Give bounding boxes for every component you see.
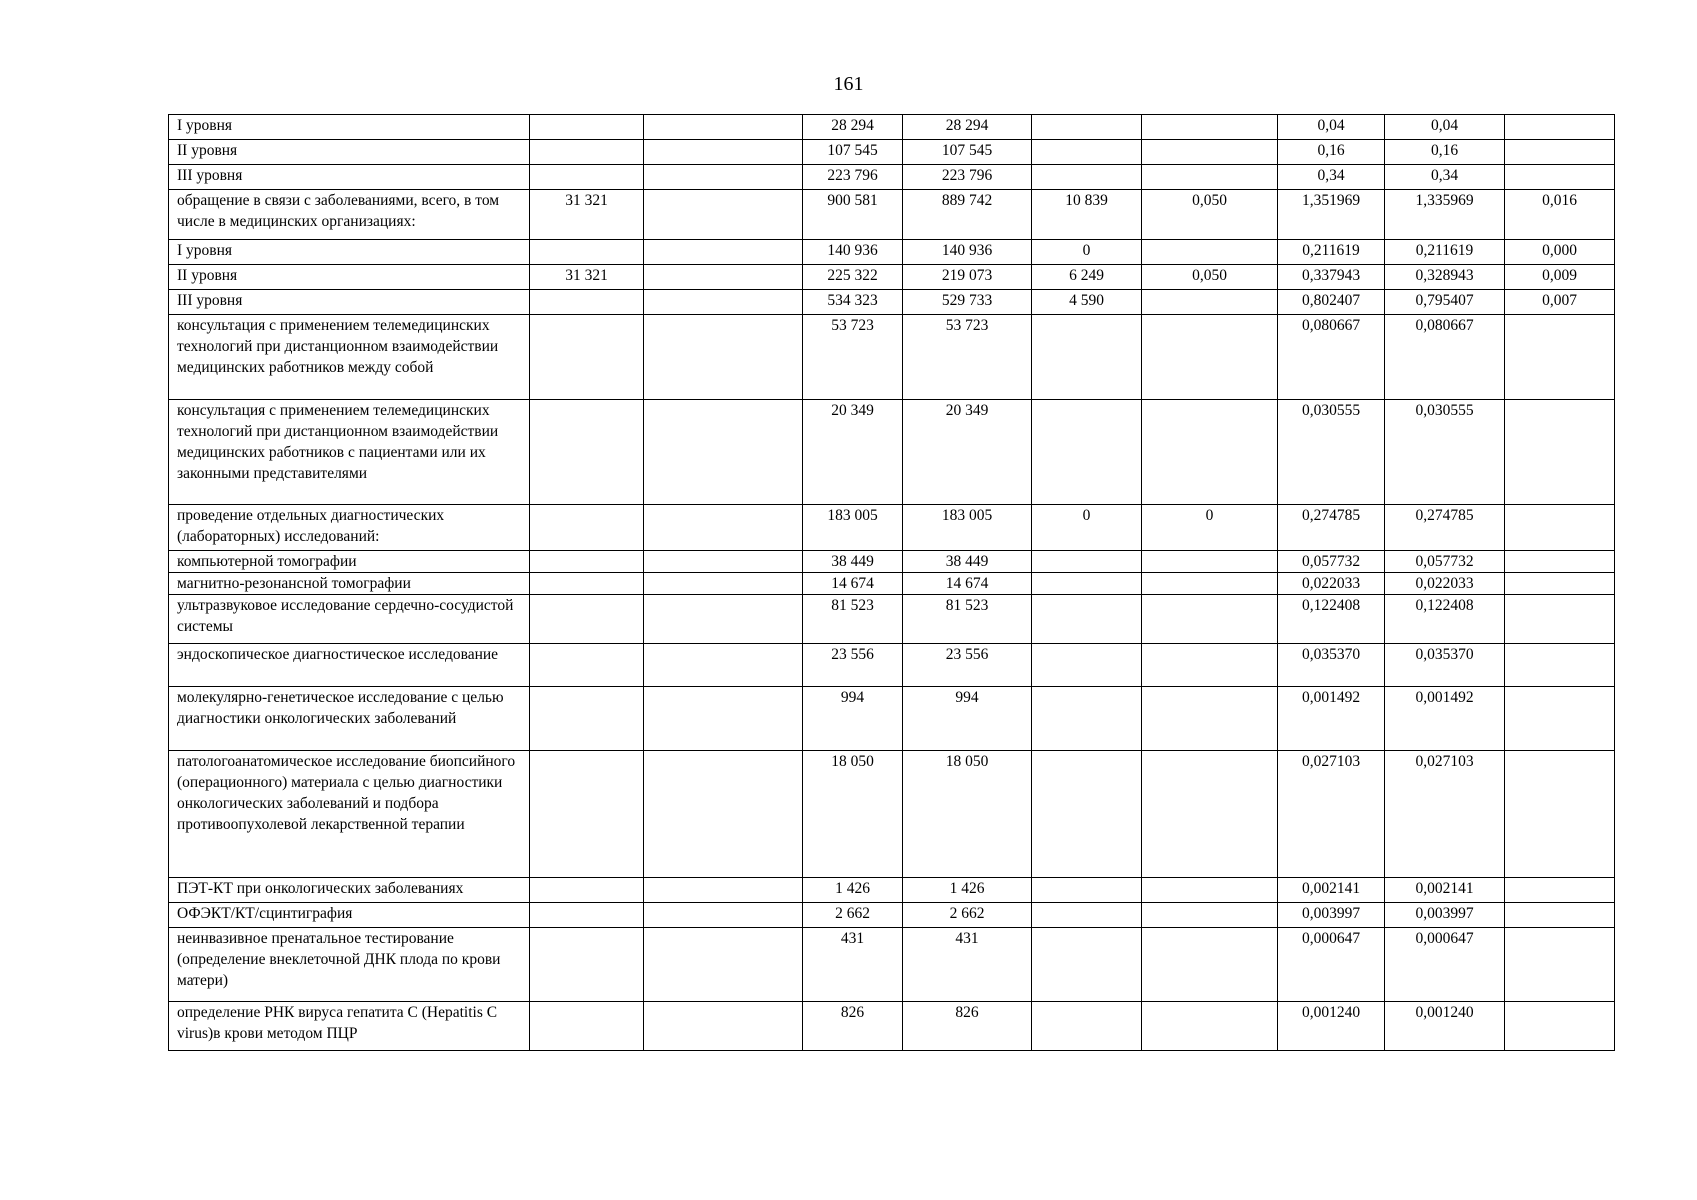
value-cell	[1505, 505, 1615, 551]
value-cell	[644, 400, 803, 505]
value-cell: 2 662	[803, 903, 903, 928]
value-cell: 53 723	[903, 315, 1032, 400]
value-cell	[530, 115, 644, 140]
value-cell: 23 556	[803, 644, 903, 687]
table-row	[169, 551, 1615, 573]
value-cell: 6 249	[1032, 265, 1142, 290]
table-row	[169, 265, 1615, 290]
value-cell	[1032, 928, 1142, 1002]
value-cell: 183 005	[803, 505, 903, 551]
value-cell	[644, 595, 803, 644]
value-cell: 0,04	[1278, 115, 1385, 140]
value-cell	[644, 290, 803, 315]
value-cell: 0,000	[1505, 240, 1615, 265]
row-label-cell: III уровня	[169, 165, 530, 190]
row-label-cell: определение РНК вируса гепатита C (Hepatitis C virus)в крови методом ПЦР	[169, 1002, 530, 1051]
value-cell	[1032, 687, 1142, 751]
value-cell: 0,16	[1385, 140, 1505, 165]
table-row	[169, 140, 1615, 165]
value-cell	[644, 928, 803, 1002]
value-cell: 14 674	[803, 573, 903, 595]
table-row	[169, 165, 1615, 190]
table-row	[169, 400, 1615, 505]
value-cell	[1142, 315, 1278, 400]
value-cell: 0,002141	[1278, 878, 1385, 903]
value-cell	[1142, 400, 1278, 505]
value-cell	[1142, 165, 1278, 190]
value-cell: 431	[803, 928, 903, 1002]
value-cell: 0,080667	[1385, 315, 1505, 400]
row-label-cell: патологоанатомическое исследование биопсийного (операционного) материала с целью диагностики онкологических заболеваний и подбора противоопухолевой лекарственной терапии	[169, 751, 530, 878]
value-cell	[644, 315, 803, 400]
value-cell: 826	[903, 1002, 1032, 1051]
value-cell	[644, 190, 803, 240]
value-cell	[1032, 315, 1142, 400]
value-cell: 0,027103	[1278, 751, 1385, 878]
table-row	[169, 573, 1615, 595]
value-cell	[644, 878, 803, 903]
value-cell	[1505, 644, 1615, 687]
value-cell: 0,34	[1278, 165, 1385, 190]
table-row	[169, 190, 1615, 240]
value-cell: 0,34	[1385, 165, 1505, 190]
value-cell	[644, 644, 803, 687]
value-cell	[1032, 140, 1142, 165]
value-cell: 0,001240	[1278, 1002, 1385, 1051]
value-cell: 0,795407	[1385, 290, 1505, 315]
value-cell: 0,030555	[1278, 400, 1385, 505]
value-cell	[530, 140, 644, 165]
value-cell	[1142, 687, 1278, 751]
value-cell: 0,001492	[1278, 687, 1385, 751]
value-cell	[644, 751, 803, 878]
value-cell	[1505, 878, 1615, 903]
value-cell	[1142, 115, 1278, 140]
value-cell: 0,080667	[1278, 315, 1385, 400]
value-cell	[1505, 140, 1615, 165]
value-cell: 0,057732	[1385, 551, 1505, 573]
value-cell: 0,122408	[1385, 595, 1505, 644]
value-cell: 0,035370	[1385, 644, 1505, 687]
value-cell: 0,274785	[1278, 505, 1385, 551]
table-row	[169, 751, 1615, 878]
value-cell	[644, 265, 803, 290]
value-cell: 0,211619	[1385, 240, 1505, 265]
value-cell: 140 936	[803, 240, 903, 265]
value-cell	[1142, 878, 1278, 903]
value-cell: 183 005	[903, 505, 1032, 551]
value-cell: 889 742	[903, 190, 1032, 240]
value-cell: 0,016	[1505, 190, 1615, 240]
value-cell: 0,122408	[1278, 595, 1385, 644]
value-cell	[530, 505, 644, 551]
value-cell	[1142, 551, 1278, 573]
value-cell	[1142, 1002, 1278, 1051]
value-cell: 0,022033	[1278, 573, 1385, 595]
value-cell	[644, 240, 803, 265]
value-cell: 0,001492	[1385, 687, 1505, 751]
value-cell: 0,802407	[1278, 290, 1385, 315]
value-cell	[1505, 400, 1615, 505]
value-cell	[1142, 751, 1278, 878]
row-label-cell: I уровня	[169, 240, 530, 265]
row-label-cell: I уровня	[169, 115, 530, 140]
row-label-cell: неинвазивное пренатальное тестирование (определение внеклеточной ДНК плода по крови матери)	[169, 928, 530, 1002]
value-cell: 0,04	[1385, 115, 1505, 140]
value-cell	[644, 505, 803, 551]
value-cell	[1505, 595, 1615, 644]
value-cell: 0,211619	[1278, 240, 1385, 265]
value-cell	[530, 290, 644, 315]
value-cell: 107 545	[803, 140, 903, 165]
value-cell: 223 796	[903, 165, 1032, 190]
value-cell: 81 523	[803, 595, 903, 644]
table-row	[169, 644, 1615, 687]
value-cell: 18 050	[903, 751, 1032, 878]
value-cell: 0,007	[1505, 290, 1615, 315]
value-cell	[1032, 903, 1142, 928]
value-cell: 529 733	[903, 290, 1032, 315]
value-cell: 0,000647	[1385, 928, 1505, 1002]
value-cell	[1505, 751, 1615, 878]
value-cell	[530, 644, 644, 687]
value-cell: 1,351969	[1278, 190, 1385, 240]
value-cell	[1032, 551, 1142, 573]
value-cell: 31 321	[530, 190, 644, 240]
row-label-cell: компьютерной томографии	[169, 551, 530, 573]
value-cell: 0,003997	[1278, 903, 1385, 928]
value-cell: 20 349	[903, 400, 1032, 505]
value-cell: 0,009	[1505, 265, 1615, 290]
value-cell: 1 426	[903, 878, 1032, 903]
value-cell: 107 545	[903, 140, 1032, 165]
value-cell: 0,035370	[1278, 644, 1385, 687]
table-row	[169, 1002, 1615, 1051]
value-cell	[1142, 573, 1278, 595]
table-row	[169, 240, 1615, 265]
value-cell: 431	[903, 928, 1032, 1002]
value-cell	[530, 1002, 644, 1051]
page-number: 161	[833, 73, 864, 95]
table-row	[169, 290, 1615, 315]
value-cell	[1142, 290, 1278, 315]
value-cell: 4 590	[1032, 290, 1142, 315]
table-row	[169, 687, 1615, 751]
value-cell	[1505, 1002, 1615, 1051]
value-cell	[1505, 165, 1615, 190]
value-cell	[644, 903, 803, 928]
value-cell: 994	[903, 687, 1032, 751]
value-cell	[1142, 903, 1278, 928]
row-label-cell: III уровня	[169, 290, 530, 315]
value-cell: 0,027103	[1385, 751, 1505, 878]
value-cell	[1505, 315, 1615, 400]
value-cell	[644, 687, 803, 751]
value-cell	[1505, 903, 1615, 928]
value-cell: 10 839	[1032, 190, 1142, 240]
value-cell: 0,274785	[1385, 505, 1505, 551]
value-cell	[1142, 140, 1278, 165]
row-label-cell: проведение отдельных диагностических (лабораторных) исследований:	[169, 505, 530, 551]
table-row	[169, 595, 1615, 644]
value-cell: 2 662	[903, 903, 1032, 928]
value-cell: 0,050	[1142, 265, 1278, 290]
value-cell: 0,050	[1142, 190, 1278, 240]
row-label-cell: обращение в связи с заболеваниями, всего, в том числе в медицинских организациях:	[169, 190, 530, 240]
value-cell: 0,003997	[1385, 903, 1505, 928]
value-cell: 994	[803, 687, 903, 751]
value-cell: 0	[1032, 240, 1142, 265]
value-cell	[530, 903, 644, 928]
value-cell: 140 936	[903, 240, 1032, 265]
row-label-cell: II уровня	[169, 265, 530, 290]
value-cell: 38 449	[903, 551, 1032, 573]
value-cell	[1142, 240, 1278, 265]
value-cell	[530, 165, 644, 190]
value-cell	[644, 115, 803, 140]
value-cell	[644, 140, 803, 165]
value-cell	[530, 315, 644, 400]
value-cell	[1032, 165, 1142, 190]
value-cell	[644, 165, 803, 190]
row-label-cell: ПЭТ-КТ при онкологических заболеваниях	[169, 878, 530, 903]
value-cell: 0,337943	[1278, 265, 1385, 290]
value-cell: 0	[1142, 505, 1278, 551]
value-cell: 14 674	[903, 573, 1032, 595]
value-cell: 31 321	[530, 265, 644, 290]
value-cell	[530, 551, 644, 573]
row-label-cell: молекулярно-генетическое исследование с целью диагностики онкологических заболеваний	[169, 687, 530, 751]
value-cell	[1505, 551, 1615, 573]
table-row	[169, 903, 1615, 928]
row-label-cell: магнитно-резонансной томографии	[169, 573, 530, 595]
row-label-cell: консультация с применением телемедицинских технологий при дистанционном взаимодействии медицинских работников с пациентами или их законными представителями	[169, 400, 530, 505]
value-cell: 0	[1032, 505, 1142, 551]
value-cell	[530, 928, 644, 1002]
value-cell: 219 073	[903, 265, 1032, 290]
indicators-table	[168, 114, 1615, 1051]
value-cell: 900 581	[803, 190, 903, 240]
table-row	[169, 878, 1615, 903]
value-cell	[644, 1002, 803, 1051]
value-cell: 0,057732	[1278, 551, 1385, 573]
value-cell	[1505, 687, 1615, 751]
value-cell: 20 349	[803, 400, 903, 505]
table-row	[169, 115, 1615, 140]
value-cell: 38 449	[803, 551, 903, 573]
value-cell: 0,001240	[1385, 1002, 1505, 1051]
value-cell	[530, 400, 644, 505]
value-cell	[1142, 595, 1278, 644]
value-cell: 0,022033	[1385, 573, 1505, 595]
value-cell	[530, 751, 644, 878]
value-cell	[1505, 115, 1615, 140]
value-cell: 23 556	[903, 644, 1032, 687]
value-cell	[1032, 1002, 1142, 1051]
value-cell: 826	[803, 1002, 903, 1051]
value-cell: 28 294	[803, 115, 903, 140]
row-label-cell: ультразвуковое исследование сердечно-сосудистой системы	[169, 595, 530, 644]
value-cell	[530, 878, 644, 903]
value-cell: 81 523	[903, 595, 1032, 644]
value-cell: 223 796	[803, 165, 903, 190]
value-cell: 0,030555	[1385, 400, 1505, 505]
value-cell	[1032, 751, 1142, 878]
value-cell: 28 294	[903, 115, 1032, 140]
value-cell	[530, 687, 644, 751]
table-body	[169, 115, 1615, 1051]
value-cell: 0,002141	[1385, 878, 1505, 903]
value-cell	[530, 240, 644, 265]
value-cell: 53 723	[803, 315, 903, 400]
value-cell	[530, 573, 644, 595]
row-label-cell: эндоскопическое диагностическое исследование	[169, 644, 530, 687]
value-cell: 534 323	[803, 290, 903, 315]
value-cell: 0,000647	[1278, 928, 1385, 1002]
value-cell: 0,16	[1278, 140, 1385, 165]
value-cell	[644, 573, 803, 595]
value-cell: 1,335969	[1385, 190, 1505, 240]
row-label-cell: консультация с применением телемедицинских технологий при дистанционном взаимодействии медицинских работников между собой	[169, 315, 530, 400]
value-cell: 225 322	[803, 265, 903, 290]
value-cell	[644, 551, 803, 573]
value-cell	[1032, 878, 1142, 903]
value-cell	[1505, 573, 1615, 595]
value-cell	[1032, 595, 1142, 644]
value-cell	[1032, 644, 1142, 687]
value-cell	[1032, 400, 1142, 505]
value-cell: 1 426	[803, 878, 903, 903]
value-cell	[1505, 928, 1615, 1002]
value-cell	[1142, 928, 1278, 1002]
table-row	[169, 315, 1615, 400]
value-cell	[530, 595, 644, 644]
value-cell	[1032, 573, 1142, 595]
value-cell	[1032, 115, 1142, 140]
value-cell	[1142, 644, 1278, 687]
row-label-cell: ОФЭКТ/КТ/сцинтиграфия	[169, 903, 530, 928]
row-label-cell: II уровня	[169, 140, 530, 165]
value-cell: 0,328943	[1385, 265, 1505, 290]
value-cell: 18 050	[803, 751, 903, 878]
table-row	[169, 928, 1615, 1002]
table-row	[169, 505, 1615, 551]
